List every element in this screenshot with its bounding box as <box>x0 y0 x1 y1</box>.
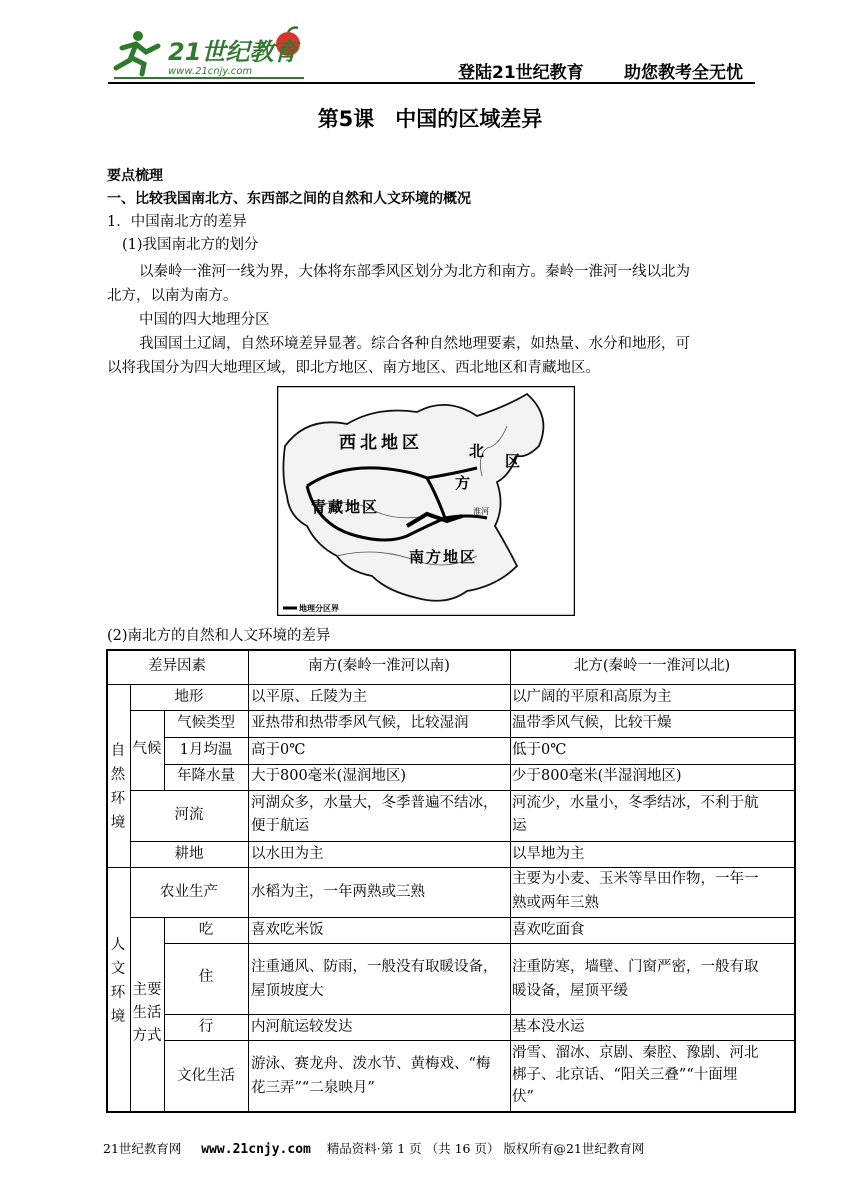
row-rivers-north-line1: 河流少，水量小，冬季结冰，不利于航 <box>512 795 759 811</box>
footer-info: 精品资料·第 1 页 （共 16 页） 版权所有@21世纪教育网 <box>326 1141 645 1156</box>
row-agriculture-factor: 农业生产 <box>160 884 218 900</box>
paragraph-3b: 以将我国分为四大地理区域，即北方地区、南方地区、西北地区和青藏地区。 <box>107 360 600 376</box>
page-footer <box>103 1139 644 1157</box>
row-live-south-line1: 注重通风、防雨，一般没有取暖设备， <box>251 959 498 975</box>
logo-url: www.21cnjy.com <box>168 66 253 77</box>
header-north: 北方(秦岭一一淮河以北) <box>573 658 731 674</box>
map-label-south: 南方地区 <box>409 548 478 566</box>
row-culture-north-line2: 梆子、北京话、“阳关三叠”“十面埋 <box>512 1067 738 1083</box>
row-terrain-factor: 地形 <box>174 689 204 705</box>
subheading-1-2: (2)南北方的自然和人文环境的差异 <box>107 628 331 644</box>
row-terrain-south: 以平原、丘陵为主 <box>251 689 367 705</box>
row-rainfall-north: 少于800毫米(半湿润地区) <box>512 768 682 784</box>
paragraph-1b: 北方，以南为南方。 <box>107 288 238 304</box>
map-label-north-a: 北 <box>469 442 485 460</box>
row-live-south-line2: 屋顶坡度大 <box>251 983 324 999</box>
map-graphic <box>277 386 575 616</box>
paragraph-3a: 我国国土辽阔，自然环境差异显著。综合各种自然地理要素，如热量、水分和地形，可 <box>139 336 690 352</box>
row-terrain-north: 以广阔的平原和高原为主 <box>512 689 672 705</box>
row-jan-temp-south: 高于0℃ <box>251 742 306 758</box>
row-live-factor: 住 <box>198 969 214 985</box>
row-eat-north: 喜欢吃面食 <box>512 922 585 938</box>
row-farmland-factor: 耕地 <box>174 846 204 862</box>
row-agriculture-south: 水稻为主，一年两熟或三熟 <box>251 884 425 900</box>
paragraph-1a: 以秦岭一淮河一线为界，大体将东部季风区划分为北方和南方。秦岭一淮河一线以北为 <box>139 264 690 280</box>
map-label-river: 淮河 <box>473 507 489 516</box>
china-regions-map <box>277 386 575 616</box>
row-rainfall-factor: 年降水量 <box>177 768 235 784</box>
row-travel-south: 内河航运较发达 <box>251 1019 353 1035</box>
row-agriculture-north-line1: 主要为小麦、玉米等旱田作物，一年一 <box>512 871 759 887</box>
group-human: 人文环境 <box>110 937 126 1025</box>
subheading-1: 1．中国南北方的差异 <box>107 214 247 230</box>
row-rivers-north-line2: 运 <box>512 818 527 834</box>
map-legend: 地理分区界 <box>299 604 339 613</box>
row-rivers-south-line2: 便于航运 <box>251 818 309 834</box>
footer-site-name: 21世纪教育网 <box>103 1141 182 1156</box>
row-culture-north-line3: 伏” <box>512 1089 534 1105</box>
row-rivers-factor: 河流 <box>174 807 204 823</box>
row-eat-factor: 吃 <box>198 922 214 938</box>
section-heading: 要点梳理 <box>107 168 163 184</box>
row-culture-north-line1: 滑雪、溜冰、京剧、秦腔、豫剧、河北 <box>512 1045 759 1061</box>
group-natural: 自然环境 <box>110 743 126 831</box>
logo <box>108 24 308 80</box>
row-agriculture-north-line2: 熟或两年三熟 <box>512 895 599 911</box>
row-culture-south-line2: 花三弄”“二泉映月” <box>251 1080 375 1096</box>
row-culture-factor: 文化生活 <box>177 1068 235 1084</box>
comparison-table <box>106 649 796 1113</box>
paragraph-2: 中国的四大地理分区 <box>139 312 270 328</box>
logo-text: 21世纪教育 <box>168 38 298 66</box>
row-climate-type-north: 温带季风气候，比较干燥 <box>512 715 672 731</box>
footer-site-url[interactable]: www.21cnjy.com <box>201 1142 311 1157</box>
row-eat-south: 喜欢吃米饭 <box>251 922 324 938</box>
row-live-north-line2: 暖设备，屋顶平缓 <box>512 983 628 999</box>
header-factor: 差异因素 <box>148 658 206 674</box>
header-divider <box>108 82 755 84</box>
row-farmland-south: 以水田为主 <box>251 846 324 862</box>
row-culture-south-line1: 游泳、赛龙舟、泼水节、黄梅戏、“梅 <box>251 1056 491 1072</box>
map-label-north-b: 方 <box>455 474 471 492</box>
row-climate-type-factor: 气候类型 <box>177 715 235 731</box>
row-climate-type-south: 亚热带和热带季风气候，比较湿润 <box>251 715 469 731</box>
row-rainfall-south: 大于800毫米(湿润地区) <box>251 768 406 784</box>
row-travel-factor: 行 <box>198 1019 214 1035</box>
row-live-north-line1: 注重防寒，墙壁、门窗严密，一般有取 <box>512 959 759 975</box>
map-label-northwest: 西北地区 <box>339 433 423 453</box>
row-travel-north: 基本没水运 <box>512 1019 585 1035</box>
map-label-north-c: 区 <box>505 452 521 470</box>
row-rivers-south-line1: 河湖众多，水量大，冬季普遍不结冰， <box>251 795 498 811</box>
heading-1: 一、比较我国南北方、东西部之间的自然和人文环境的概况 <box>107 191 471 207</box>
main-life-label: 主要生活方式 <box>132 982 162 1044</box>
row-jan-temp-north: 低于0℃ <box>512 742 567 758</box>
header-slogan-help: 助您教考全无忧 <box>624 63 743 83</box>
row-jan-temp-factor: 1月均温 <box>179 742 233 758</box>
logo-graphic <box>108 24 308 80</box>
page-title: 第5课 中国的区域差异 <box>317 107 543 131</box>
header-slogan-login: 登陆21世纪教育 <box>458 63 584 83</box>
header-south: 南方(秦岭一淮河以南) <box>308 658 450 674</box>
climate-label: 气候 <box>132 741 162 757</box>
subheading-1-1: (1)我国南北方的划分 <box>122 237 259 253</box>
map-label-qingzang: 青藏地区 <box>311 498 380 516</box>
row-farmland-north: 以旱地为主 <box>512 846 585 862</box>
